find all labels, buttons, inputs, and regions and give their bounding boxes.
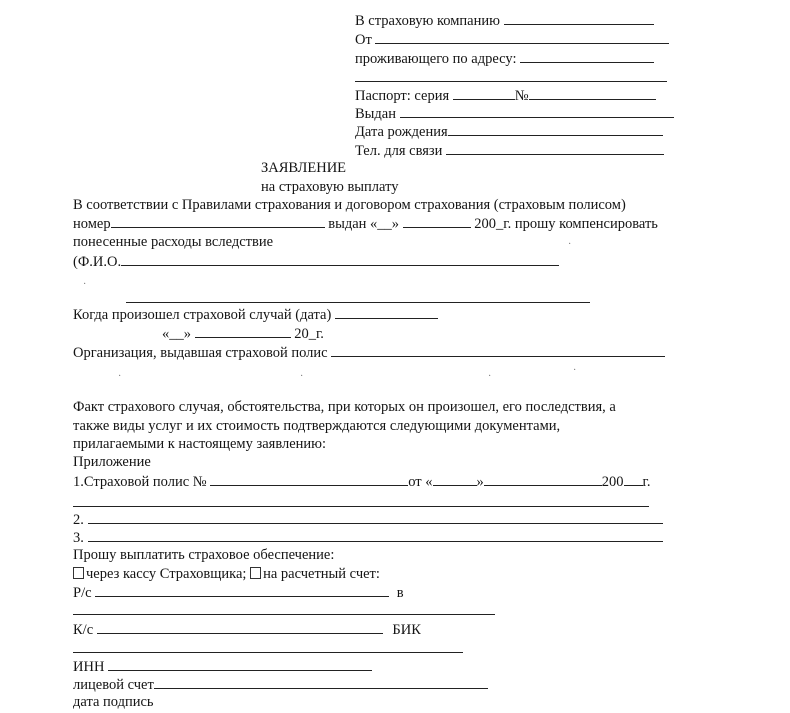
fio-line: [73, 252, 559, 271]
expenses-text: понесенные расходы вследствие: [73, 234, 274, 250]
fio-field[interactable]: [121, 252, 559, 266]
correspondent-account-field[interactable]: [97, 620, 383, 634]
event-date-line: [73, 305, 438, 324]
personal-account-line: [73, 675, 488, 694]
phone-field[interactable]: [446, 141, 664, 155]
passport-number-field[interactable]: [529, 86, 656, 100]
inn-field[interactable]: [108, 657, 372, 671]
to-company-line: [355, 11, 654, 30]
issued-label: Выдан: [355, 106, 396, 122]
in-bank-label: в: [396, 585, 404, 601]
from-label: От: [355, 32, 372, 48]
fio-continuation-field[interactable]: [126, 302, 590, 303]
when-event-label: Когда произошел страховой случай (дата): [73, 307, 332, 323]
company-name-field[interactable]: [504, 11, 654, 25]
policy-number-field[interactable]: [111, 214, 325, 228]
issued-line: [355, 104, 674, 123]
event-month-field[interactable]: [195, 324, 291, 338]
bik-label: БИК: [392, 622, 421, 638]
attached-policy-month-field[interactable]: [484, 472, 602, 486]
passport-line: [355, 86, 656, 105]
attachment-item-2: [73, 510, 663, 529]
fact-text-line-1: Факт страхового случая, обстоятельства, при которых он произошел, его последствия, а: [73, 399, 616, 415]
date-quote-label: «__»: [162, 326, 191, 342]
scan-speck: ·: [300, 371, 304, 382]
fio-label: (Ф.И.О.: [73, 254, 122, 270]
inn-label: ИНН: [73, 659, 105, 675]
scan-speck: ·: [83, 279, 87, 290]
organization-line: [73, 343, 665, 362]
birth-date-field[interactable]: [448, 122, 663, 136]
organization-label: Организация, выдавшая страховой полис: [73, 345, 328, 361]
attachment-item-1: [73, 472, 650, 491]
personal-account-field[interactable]: [154, 675, 488, 689]
attached-policy-day-field[interactable]: [433, 472, 477, 486]
attachment-item-3: [73, 528, 663, 547]
payout-method-line: [73, 565, 380, 583]
birth-date-label: Дата рождения: [355, 124, 448, 140]
account-checkbox[interactable]: [250, 567, 261, 579]
event-date-detail-line: [162, 324, 324, 343]
phone-line: [355, 141, 664, 160]
year-short-label: 20_г.: [294, 326, 324, 342]
bank-name-field[interactable]: [73, 614, 495, 615]
fact-text-line-3: прилагаемыми к настоящему заявлению:: [73, 436, 327, 452]
attachment-item-3-field[interactable]: [88, 528, 663, 542]
attached-policy-year-field[interactable]: [624, 472, 643, 486]
from-line: [355, 30, 669, 49]
to-company-label: В страховую компанию: [355, 13, 500, 29]
date-signature-label: дата подпись: [73, 694, 154, 710]
via-cash-label: через кассу Страховщика;: [86, 566, 247, 582]
number-label: номер: [73, 216, 111, 232]
settlement-account-line: [73, 583, 404, 602]
item2-label: 2.: [73, 512, 84, 528]
scan-speck: ·: [488, 371, 492, 382]
document-title: ЗАЯВЛЕНИЕ: [261, 160, 347, 176]
passport-no-label: №: [514, 88, 529, 104]
address-continuation-field[interactable]: [355, 81, 667, 82]
from-name-field[interactable]: [375, 30, 669, 44]
organization-field[interactable]: [331, 343, 665, 357]
event-date-field[interactable]: [335, 305, 438, 319]
policy-no-label: 1.Страховой полис №: [73, 474, 207, 490]
document-subtitle: на страховую выплату: [261, 179, 399, 195]
attached-policy-number-field[interactable]: [210, 472, 408, 486]
phone-label: Тел. для связи: [355, 143, 443, 159]
ks-label: К/с: [73, 622, 94, 638]
scan-speck: ·: [568, 239, 572, 250]
item1-g-label: г.: [642, 474, 651, 490]
attachment-item-2-field[interactable]: [88, 510, 663, 524]
intro-text: В соответствии с Правилами страхования и договором страхования (страховым полисом): [73, 197, 626, 213]
to-account-label: на расчетный счет:: [263, 566, 380, 582]
correspondent-account-line: [73, 620, 421, 639]
passport-series-label: Паспорт: серия: [355, 88, 450, 104]
payout-request-text: Прошу выплатить страховое обеспечение:: [73, 547, 335, 563]
attachment-heading: Приложение: [73, 454, 151, 470]
issued-field[interactable]: [400, 104, 674, 118]
issued-quote-label: выдан «__»: [328, 216, 400, 232]
attachment-item-1-continuation[interactable]: [73, 506, 649, 507]
personal-account-label: лицевой счет: [73, 677, 154, 693]
address-label: проживающего по адресу:: [355, 51, 517, 67]
fact-text-line-2: также виды услуг и их стоимость подтверждаются следующими документами,: [73, 418, 561, 434]
item3-label: 3.: [73, 530, 84, 546]
birth-date-line: [355, 122, 663, 141]
passport-series-field[interactable]: [453, 86, 515, 100]
address-line: [355, 49, 654, 68]
scan-speck: ·: [573, 365, 577, 376]
address-field[interactable]: [520, 49, 654, 63]
policy-issue-month-field[interactable]: [403, 214, 471, 228]
item1-from-label: от «: [408, 474, 433, 490]
policy-number-line: [73, 214, 658, 233]
item1-close-quote: »: [476, 474, 484, 490]
rs-label: Р/с: [73, 585, 92, 601]
cash-checkbox[interactable]: [73, 567, 84, 579]
bik-field[interactable]: [73, 652, 463, 653]
settlement-account-field[interactable]: [95, 583, 389, 597]
item1-year-label: 200: [601, 474, 624, 490]
scan-speck: ·: [118, 371, 122, 382]
year-request-text: 200_г. прошу компенсировать: [474, 216, 658, 232]
inn-line: [73, 657, 372, 676]
